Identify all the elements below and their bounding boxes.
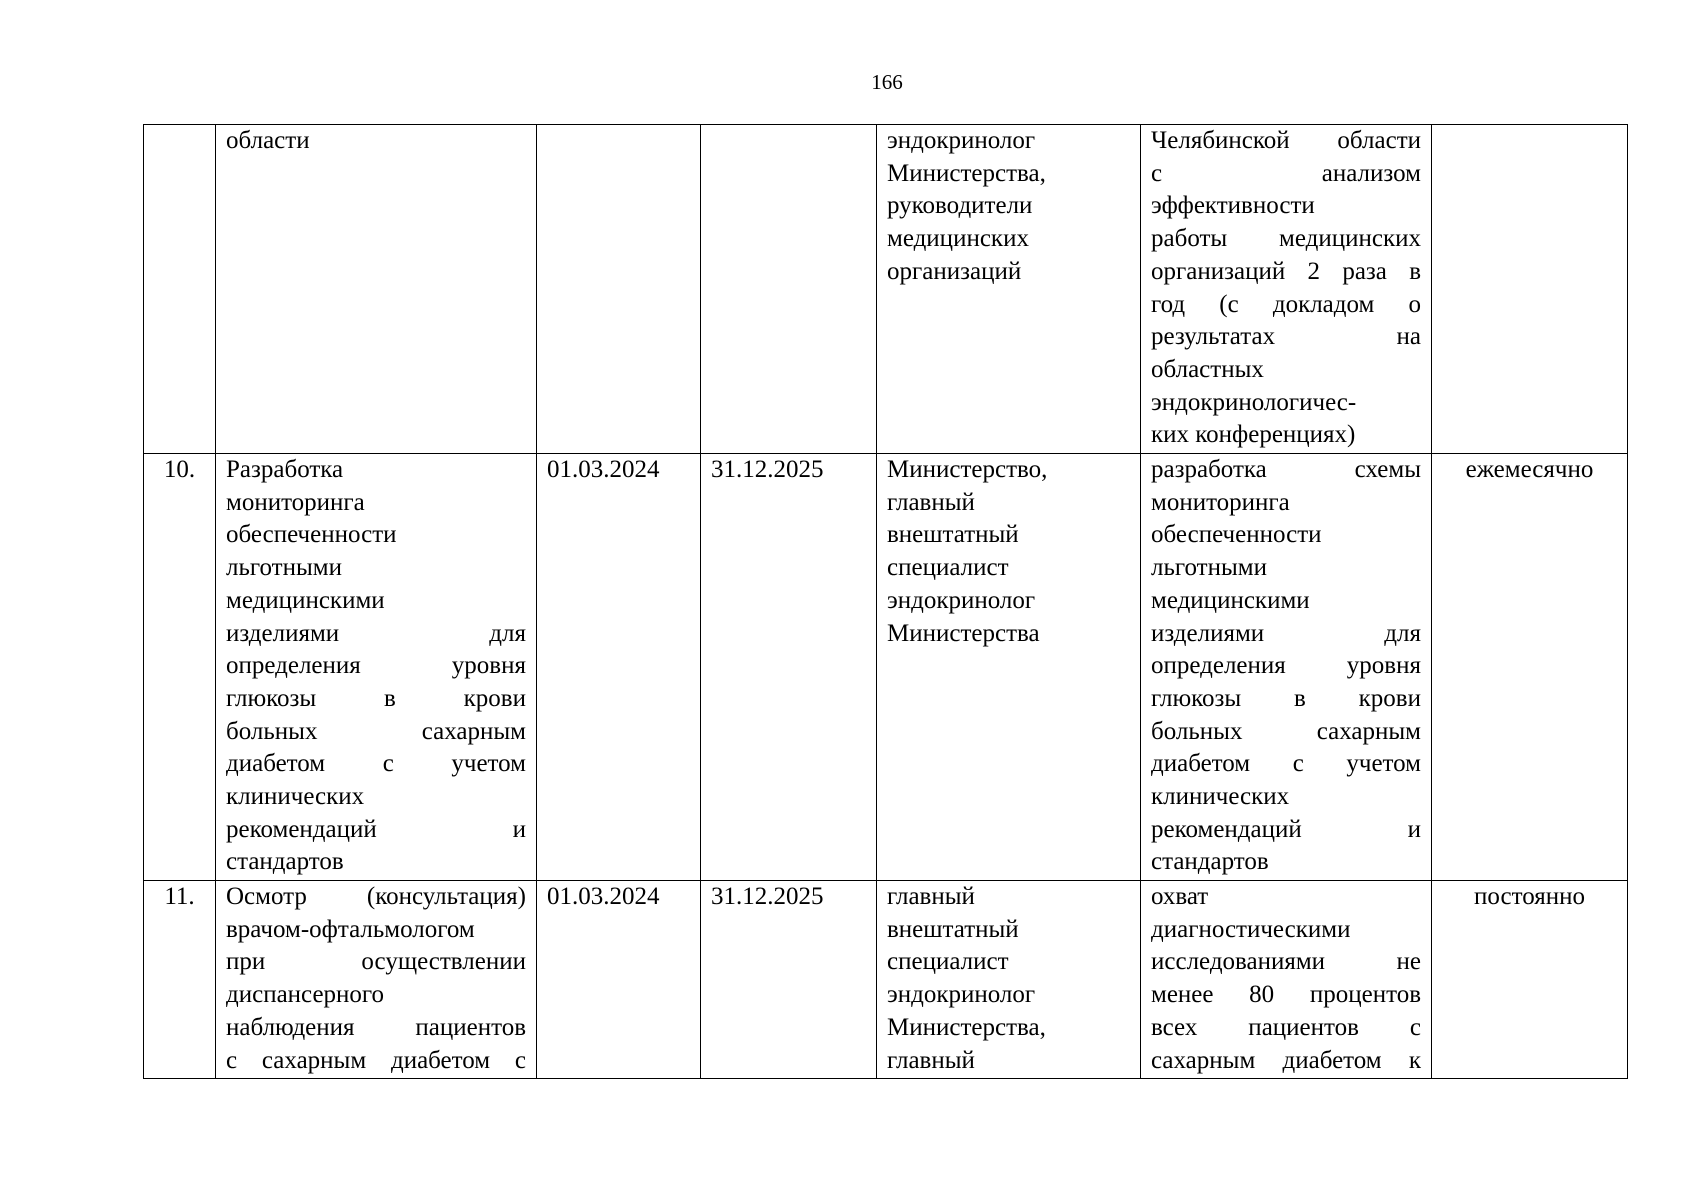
text-line: больных сахарным [1151, 717, 1421, 745]
text-line: льготными [1151, 554, 1267, 582]
text-line: диагностическими [1151, 915, 1351, 943]
text-line: диабетом с учетом [1151, 750, 1421, 778]
row-number-cell: 10. [144, 454, 216, 881]
table-row [144, 881, 1628, 1079]
row-number-cell: 11. [144, 881, 216, 1079]
text-line: главный [887, 883, 975, 910]
start-date-cell [537, 125, 701, 454]
text-line: эффективности [1151, 192, 1315, 220]
periodicity-cell: постоянно [1432, 881, 1628, 1079]
text-line: Разработка [226, 456, 344, 483]
start-date-cell: 01.03.2024 [537, 454, 701, 881]
text-line: рекомендаций и [1151, 815, 1421, 843]
text-line: сахарным диабетом к [1151, 1046, 1421, 1074]
text-line: Челябинской области [1151, 127, 1421, 154]
text-line: изделиями для [1151, 619, 1421, 647]
row-number-cell [144, 125, 216, 454]
text-line: клинических [226, 783, 365, 811]
measure-cell [216, 125, 537, 454]
text-line: при осуществлении [226, 948, 526, 976]
page-number: 166 [871, 70, 903, 94]
text-line: эндокринолог [887, 586, 1036, 614]
measure-cell [216, 454, 537, 881]
text-line: организаций 2 раза в [1151, 257, 1421, 285]
text-line: руководители [887, 192, 1033, 220]
text-line: с анализом [1151, 159, 1421, 187]
text-line: медицинскими [226, 586, 385, 614]
text-line: с сахарным диабетом с [226, 1046, 526, 1074]
result-cell [1141, 125, 1432, 454]
text-line: глюкозы в крови [226, 684, 526, 712]
text-line: больных сахарным [226, 717, 526, 745]
text-line: организаций [887, 257, 1022, 285]
text-line: наблюдения пациентов [226, 1013, 526, 1041]
text-line: стандартов [226, 848, 344, 876]
end-date-cell: 31.12.2025 [701, 454, 877, 881]
text-line: специалист [887, 948, 1009, 976]
periodicity-cell: ежемесячно [1432, 454, 1628, 881]
text-line: исследованиями не [1151, 948, 1421, 976]
text-line: врачом-офтальмологом [226, 915, 475, 943]
responsible-cell [877, 881, 1141, 1079]
responsible-cell [877, 125, 1141, 454]
responsible-cell [877, 454, 1141, 881]
text-line: результатах на [1151, 323, 1421, 351]
result-cell [1141, 881, 1432, 1079]
text-line: Министерства, [887, 159, 1046, 187]
text-line: Министерства [887, 619, 1040, 647]
periodicity-cell [1432, 125, 1628, 454]
text-line: обеспеченности [1151, 521, 1322, 549]
table-row [144, 125, 1628, 454]
end-date-cell: 31.12.2025 [701, 881, 877, 1079]
text-line: всех пациентов с [1151, 1013, 1421, 1041]
text-line: эндокринолог [887, 981, 1036, 1009]
measure-cell [216, 881, 537, 1079]
text-line: мониторинга [226, 488, 365, 516]
text-line: внештатный [887, 915, 1019, 943]
text-line: охват [1151, 883, 1209, 910]
text-line: эндокринологичес- [1151, 388, 1357, 416]
text-line: медицинскими [1151, 586, 1310, 614]
text-line: определения уровня [226, 652, 526, 680]
text-line: ких конференциях) [1151, 421, 1356, 449]
text-line: мониторинга [1151, 488, 1290, 516]
text-line: год (с докладом о [1151, 290, 1421, 318]
text-line: специалист [887, 554, 1009, 582]
text-line: работы медицинских [1151, 225, 1421, 253]
text-line: Министерство, [887, 456, 1048, 483]
text-line: стандартов [1151, 848, 1269, 876]
text-line: разработка схемы [1151, 456, 1421, 483]
action-plan-table [143, 124, 1628, 1079]
text-line: областных [1151, 355, 1264, 383]
text-line: определения уровня [1151, 652, 1421, 680]
text-line: диабетом с учетом [226, 750, 526, 778]
end-date-cell [701, 125, 877, 454]
text-line: диспансерного [226, 981, 385, 1009]
text-line: рекомендаций и [226, 815, 526, 843]
text-line: глюкозы в крови [1151, 684, 1421, 712]
text-line: медицинских [887, 225, 1029, 253]
text-line: Осмотр (консультация) [226, 883, 526, 910]
text-line: эндокринолог [887, 127, 1036, 154]
text-line: менее 80 процентов [1151, 981, 1421, 1009]
text-line: льготными [226, 554, 342, 582]
table-row [144, 454, 1628, 881]
start-date-cell: 01.03.2024 [537, 881, 701, 1079]
text-line: области [226, 127, 310, 154]
text-line: главный [887, 1046, 975, 1074]
text-line: обеспеченности [226, 521, 397, 549]
text-line: внештатный [887, 521, 1019, 549]
text-line: клинических [1151, 783, 1290, 811]
result-cell [1141, 454, 1432, 881]
text-line: изделиями для [226, 619, 526, 647]
text-line: главный [887, 488, 975, 516]
text-line: Министерства, [887, 1013, 1046, 1041]
